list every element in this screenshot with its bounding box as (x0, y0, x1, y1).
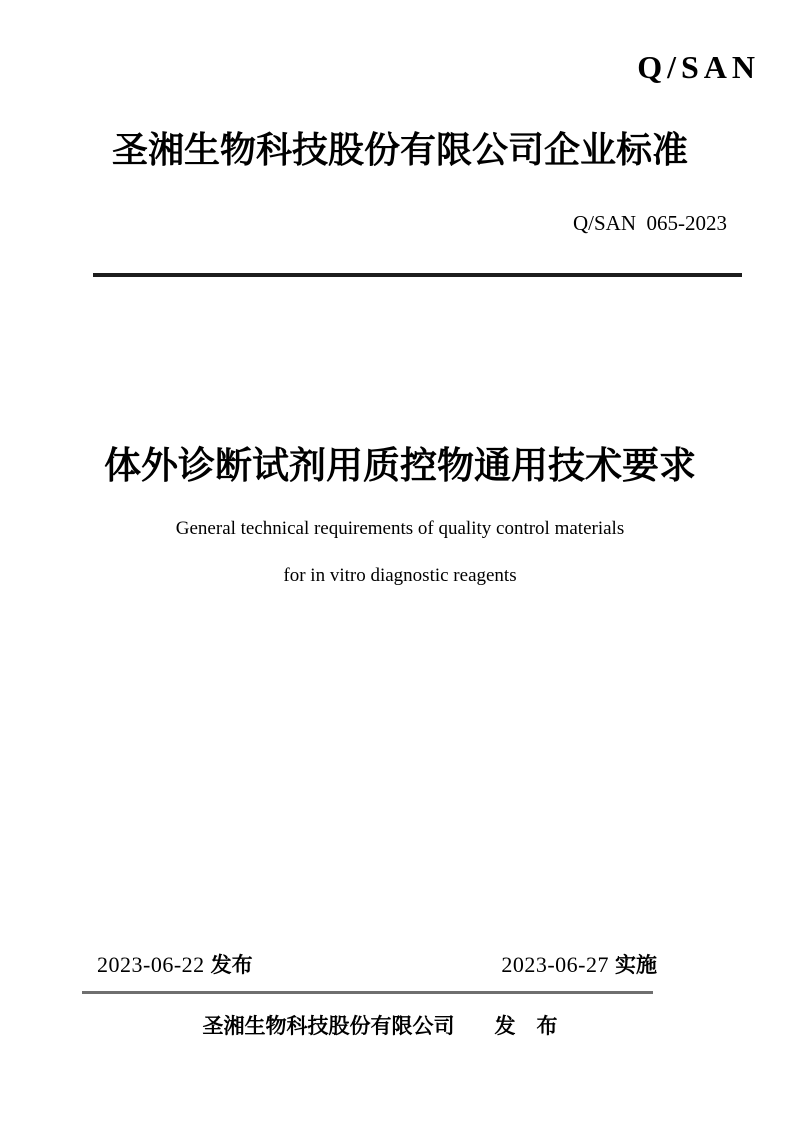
standard-title-en-line1: General technical requirements of quality control materials (175, 518, 625, 539)
issue-date: 2023-06-22 (97, 952, 205, 977)
standard-number: Q/SAN 065-2023 (572, 211, 727, 235)
issue-date-group (97, 952, 253, 978)
implementation-date: 2023-06-27 (501, 952, 609, 977)
header-rule (93, 273, 742, 277)
standard-title-zh: 体外诊断试剂用质控物通用技术要求 (104, 445, 696, 486)
publisher-name: 圣湘生物科技股份有限公司 (202, 1015, 455, 1038)
qsan-logo: Q/SAN (637, 49, 760, 85)
dates-row (97, 952, 657, 978)
enterprise-standard-header: 圣湘生物科技股份有限公司企业标准 (111, 130, 688, 170)
implementation-label: 实施 (615, 954, 657, 977)
issue-label: 发布 (210, 954, 253, 977)
footer-rule (82, 991, 653, 994)
publish-label: 发 布 (494, 1015, 558, 1038)
implementation-date-group (501, 952, 657, 978)
publisher-line (0, 1013, 760, 1040)
standard-title-en-line2: for in vitro diagnostic reagents (283, 565, 517, 586)
